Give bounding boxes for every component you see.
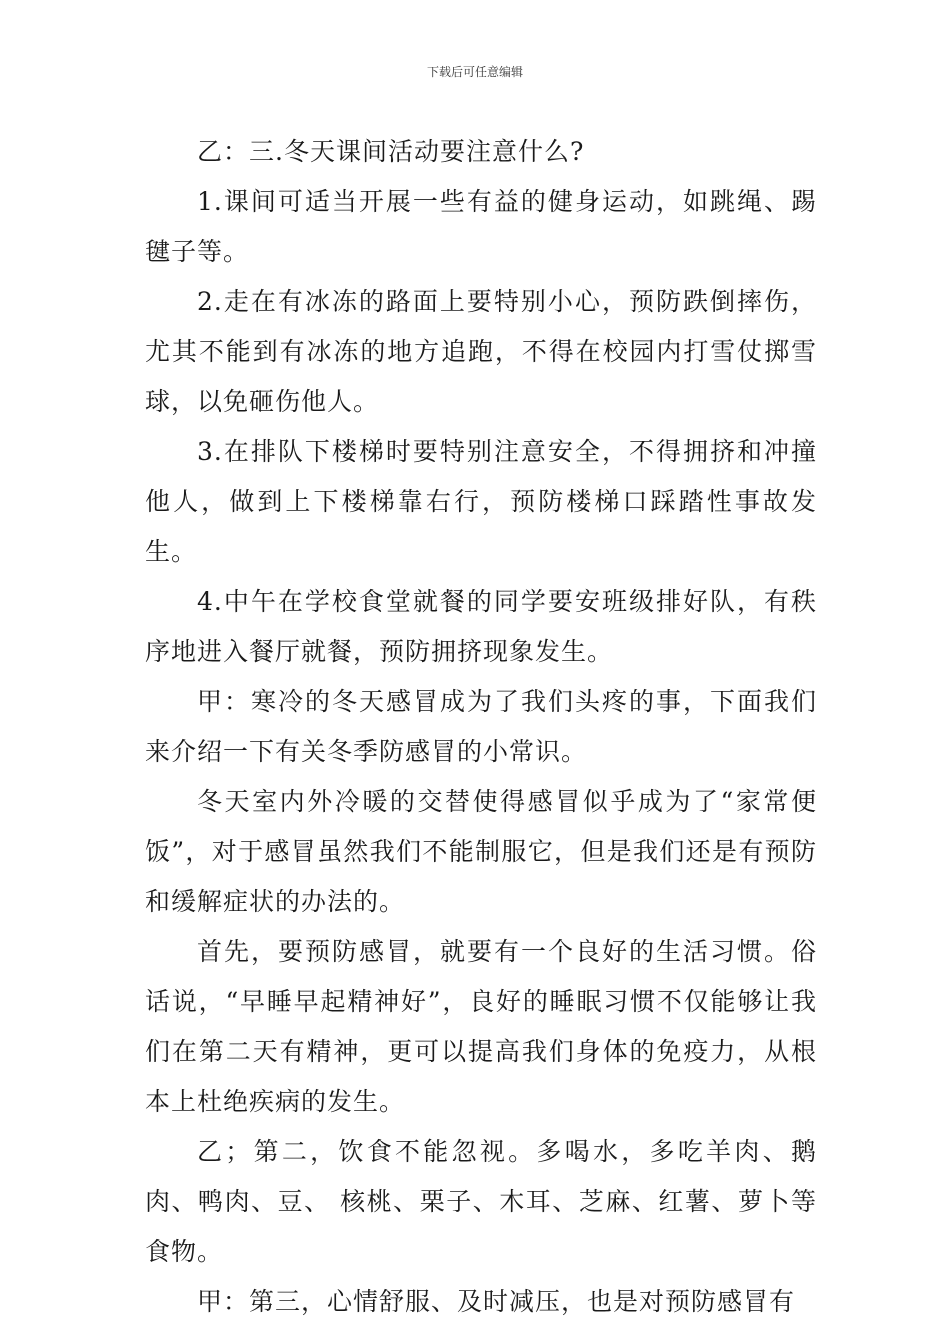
paragraph: 首先，要预防感冒，就要有一个良好的生活习惯。俗话说，“早睡早起精神好”，良好的睡眠习惯不仅能够让我们在第二天有精神，更可以提高我们身体的免疫力，从根本上杜绝疾病的发生。	[145, 937, 817, 1116]
document-body	[145, 127, 817, 1327]
header-note: 下载后可任意编辑	[426, 65, 523, 79]
paragraph: 2.走在有冰冻的路面上要特别小心，预防跌倒摔伤，尤其不能到有冰冻的地方追跑，不得在校园内打雪仗掷雪球，以免砸伤他人。	[145, 287, 817, 416]
paragraph: 1.课间可适当开展一些有益的健身运动，如跳绳、踢毽子等。	[145, 187, 817, 266]
paragraph: 乙：三.冬天课间活动要注意什么?	[197, 137, 585, 166]
paragraph: 3.在排队下楼梯时要特别注意安全，不得拥挤和冲撞他人，做到上下楼梯靠右行，预防楼梯口踩踏性事故发生。	[145, 437, 817, 566]
paragraph: 甲：寒冷的冬天感冒成为了我们头疼的事，下面我们来介绍一下有关冬季防感冒的小常识。	[145, 687, 817, 766]
paragraph: 甲：第三，心情舒服、及时减压，也是对预防感冒有	[197, 1287, 796, 1316]
paragraph: 乙；第二，饮食不能忽视。多喝水，多吃羊肉、鹅肉、鸭肉、豆、 核桃、栗子、木耳、芝麻、红薯、萝卜等食物。	[145, 1137, 817, 1266]
paragraph: 4.中午在学校食堂就餐的同学要安班级排好队，有秩序地进入餐厅就餐，预防拥挤现象发生。	[145, 587, 817, 666]
paragraph: 冬天室内外冷暖的交替使得感冒似乎成为了“家常便饭”，对于感冒虽然我们不能制服它，但是我们还是有预防和缓解症状的办法的。	[145, 787, 817, 916]
